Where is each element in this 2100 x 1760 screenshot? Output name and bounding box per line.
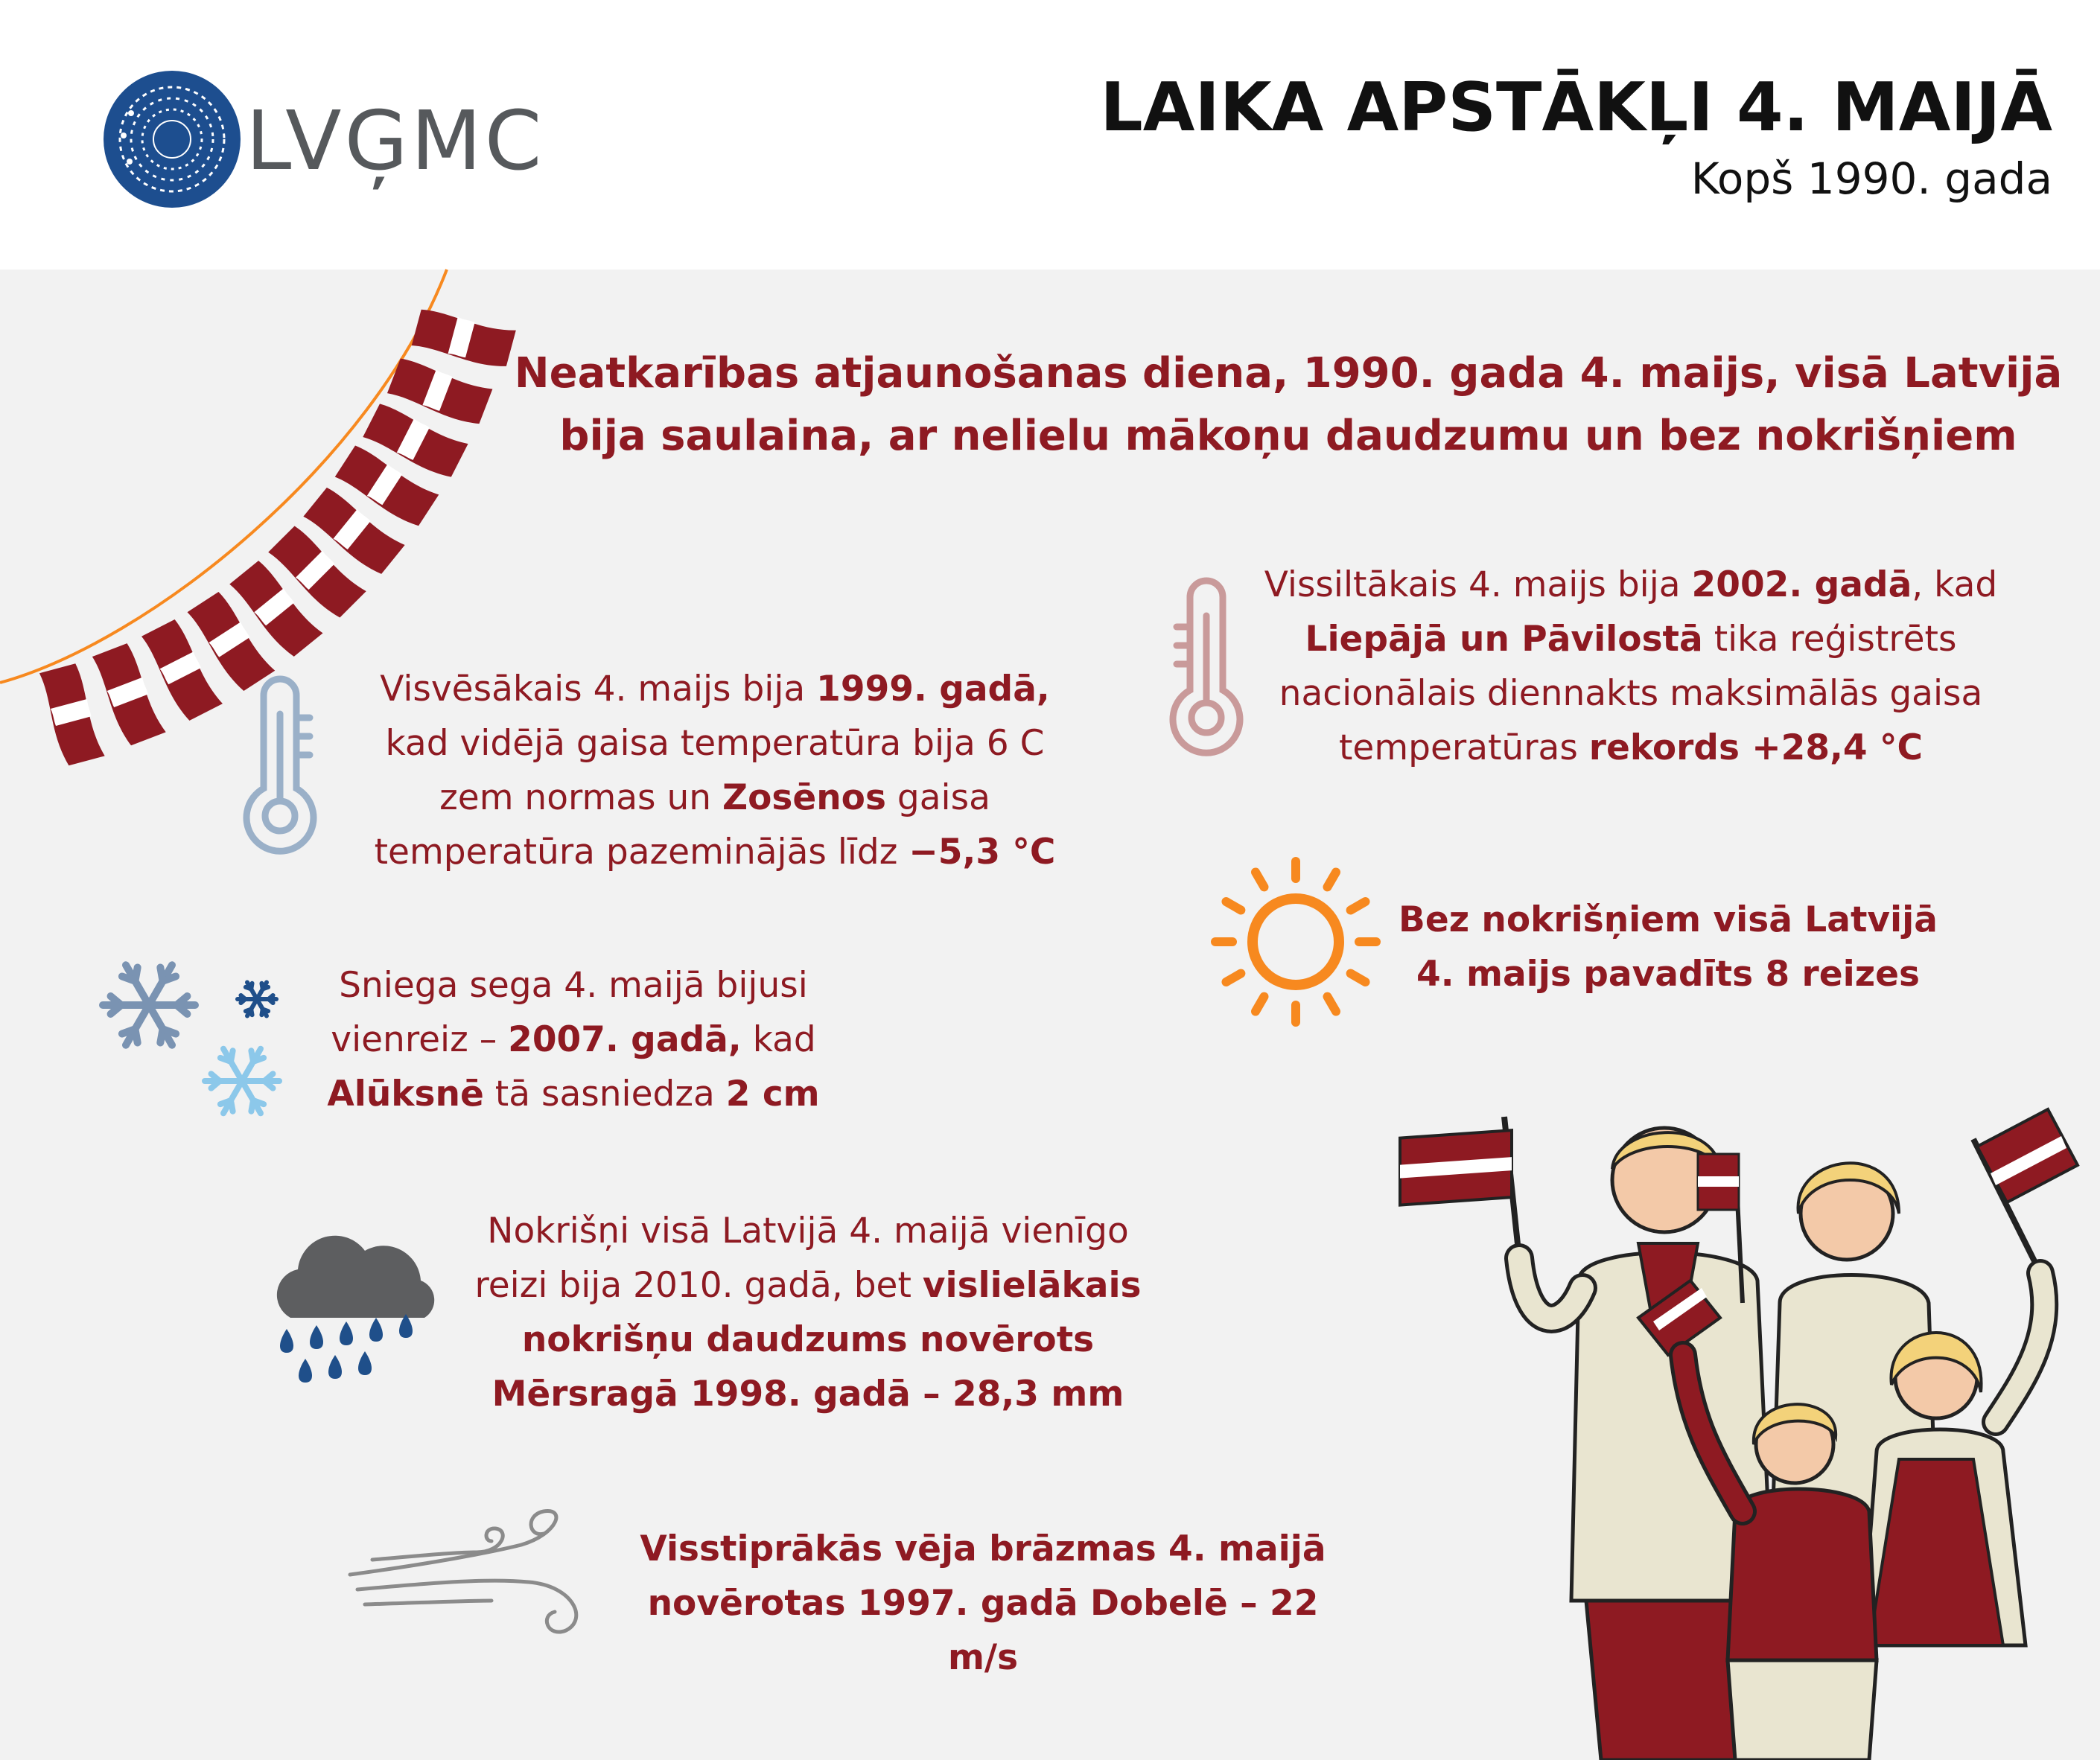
page-title: LAIKA APSTĀKĻI 4. MAIJĀ bbox=[1100, 68, 2052, 147]
headline-line-1: Neatkarības atjaunošanas diena, 1990. gada 4. maijs, visā Latvijā bbox=[514, 349, 2063, 398]
rain-fact: Nokrišņi visā Latvijā 4. maijā vienīgo reizi bija 2010. gadā, bet vislielākais nokrišņu daudzums novērots Mērsragā 1998. gadā – 28,3 mm bbox=[474, 1211, 1142, 1415]
header bbox=[0, 0, 2100, 270]
rain-cloud-icon bbox=[268, 1225, 447, 1396]
snowflakes-icon bbox=[97, 953, 305, 1132]
snow-fact: Sniega sega 4. maijā bijusi vienreiz – 2007. gadā, kad Alūksnē tā sasniedza 2 cm bbox=[327, 965, 820, 1115]
family-with-flags-illustration bbox=[1385, 1109, 2100, 1760]
wind-fact: Visstiprākās vēja brāzmas 4. maijā novērotas 1997. gadā Dobelē – 22 m/s bbox=[640, 1528, 1326, 1678]
page-subtitle: Kopš 1990. gada bbox=[1690, 153, 2052, 204]
logo-text: LVĢMC bbox=[246, 93, 545, 188]
coldest-fact: Visvēsākais 4. maijs bija 1999. gadā, kad vidējā gaisa temperatūra bija 6 C zem normas un Zosēnos gaisa temperatūra pazeminājās līdz −5,3 °C bbox=[374, 669, 1056, 873]
wind-icon bbox=[343, 1508, 611, 1642]
cold-thermometer-icon bbox=[235, 673, 325, 859]
dry-fact: Bez nokrišņiem visā Latvijā 4. maijs pavadīts 8 reizes bbox=[1399, 899, 1938, 995]
logo-icon bbox=[101, 68, 243, 210]
warmest-fact: Vissiltākais 4. maijs bija 2002. gadā, kad Liepājā un Pāvilostā tika reģistrēts nacionālais diennakts maksimālās gaisa temperatūras rekords +28,4 °C bbox=[1264, 564, 1998, 768]
headline bbox=[514, 342, 2063, 468]
headline-line-2: bija saulaina, ar nelielu mākoņu daudzumu un bez nokrišņiem bbox=[559, 412, 2017, 460]
